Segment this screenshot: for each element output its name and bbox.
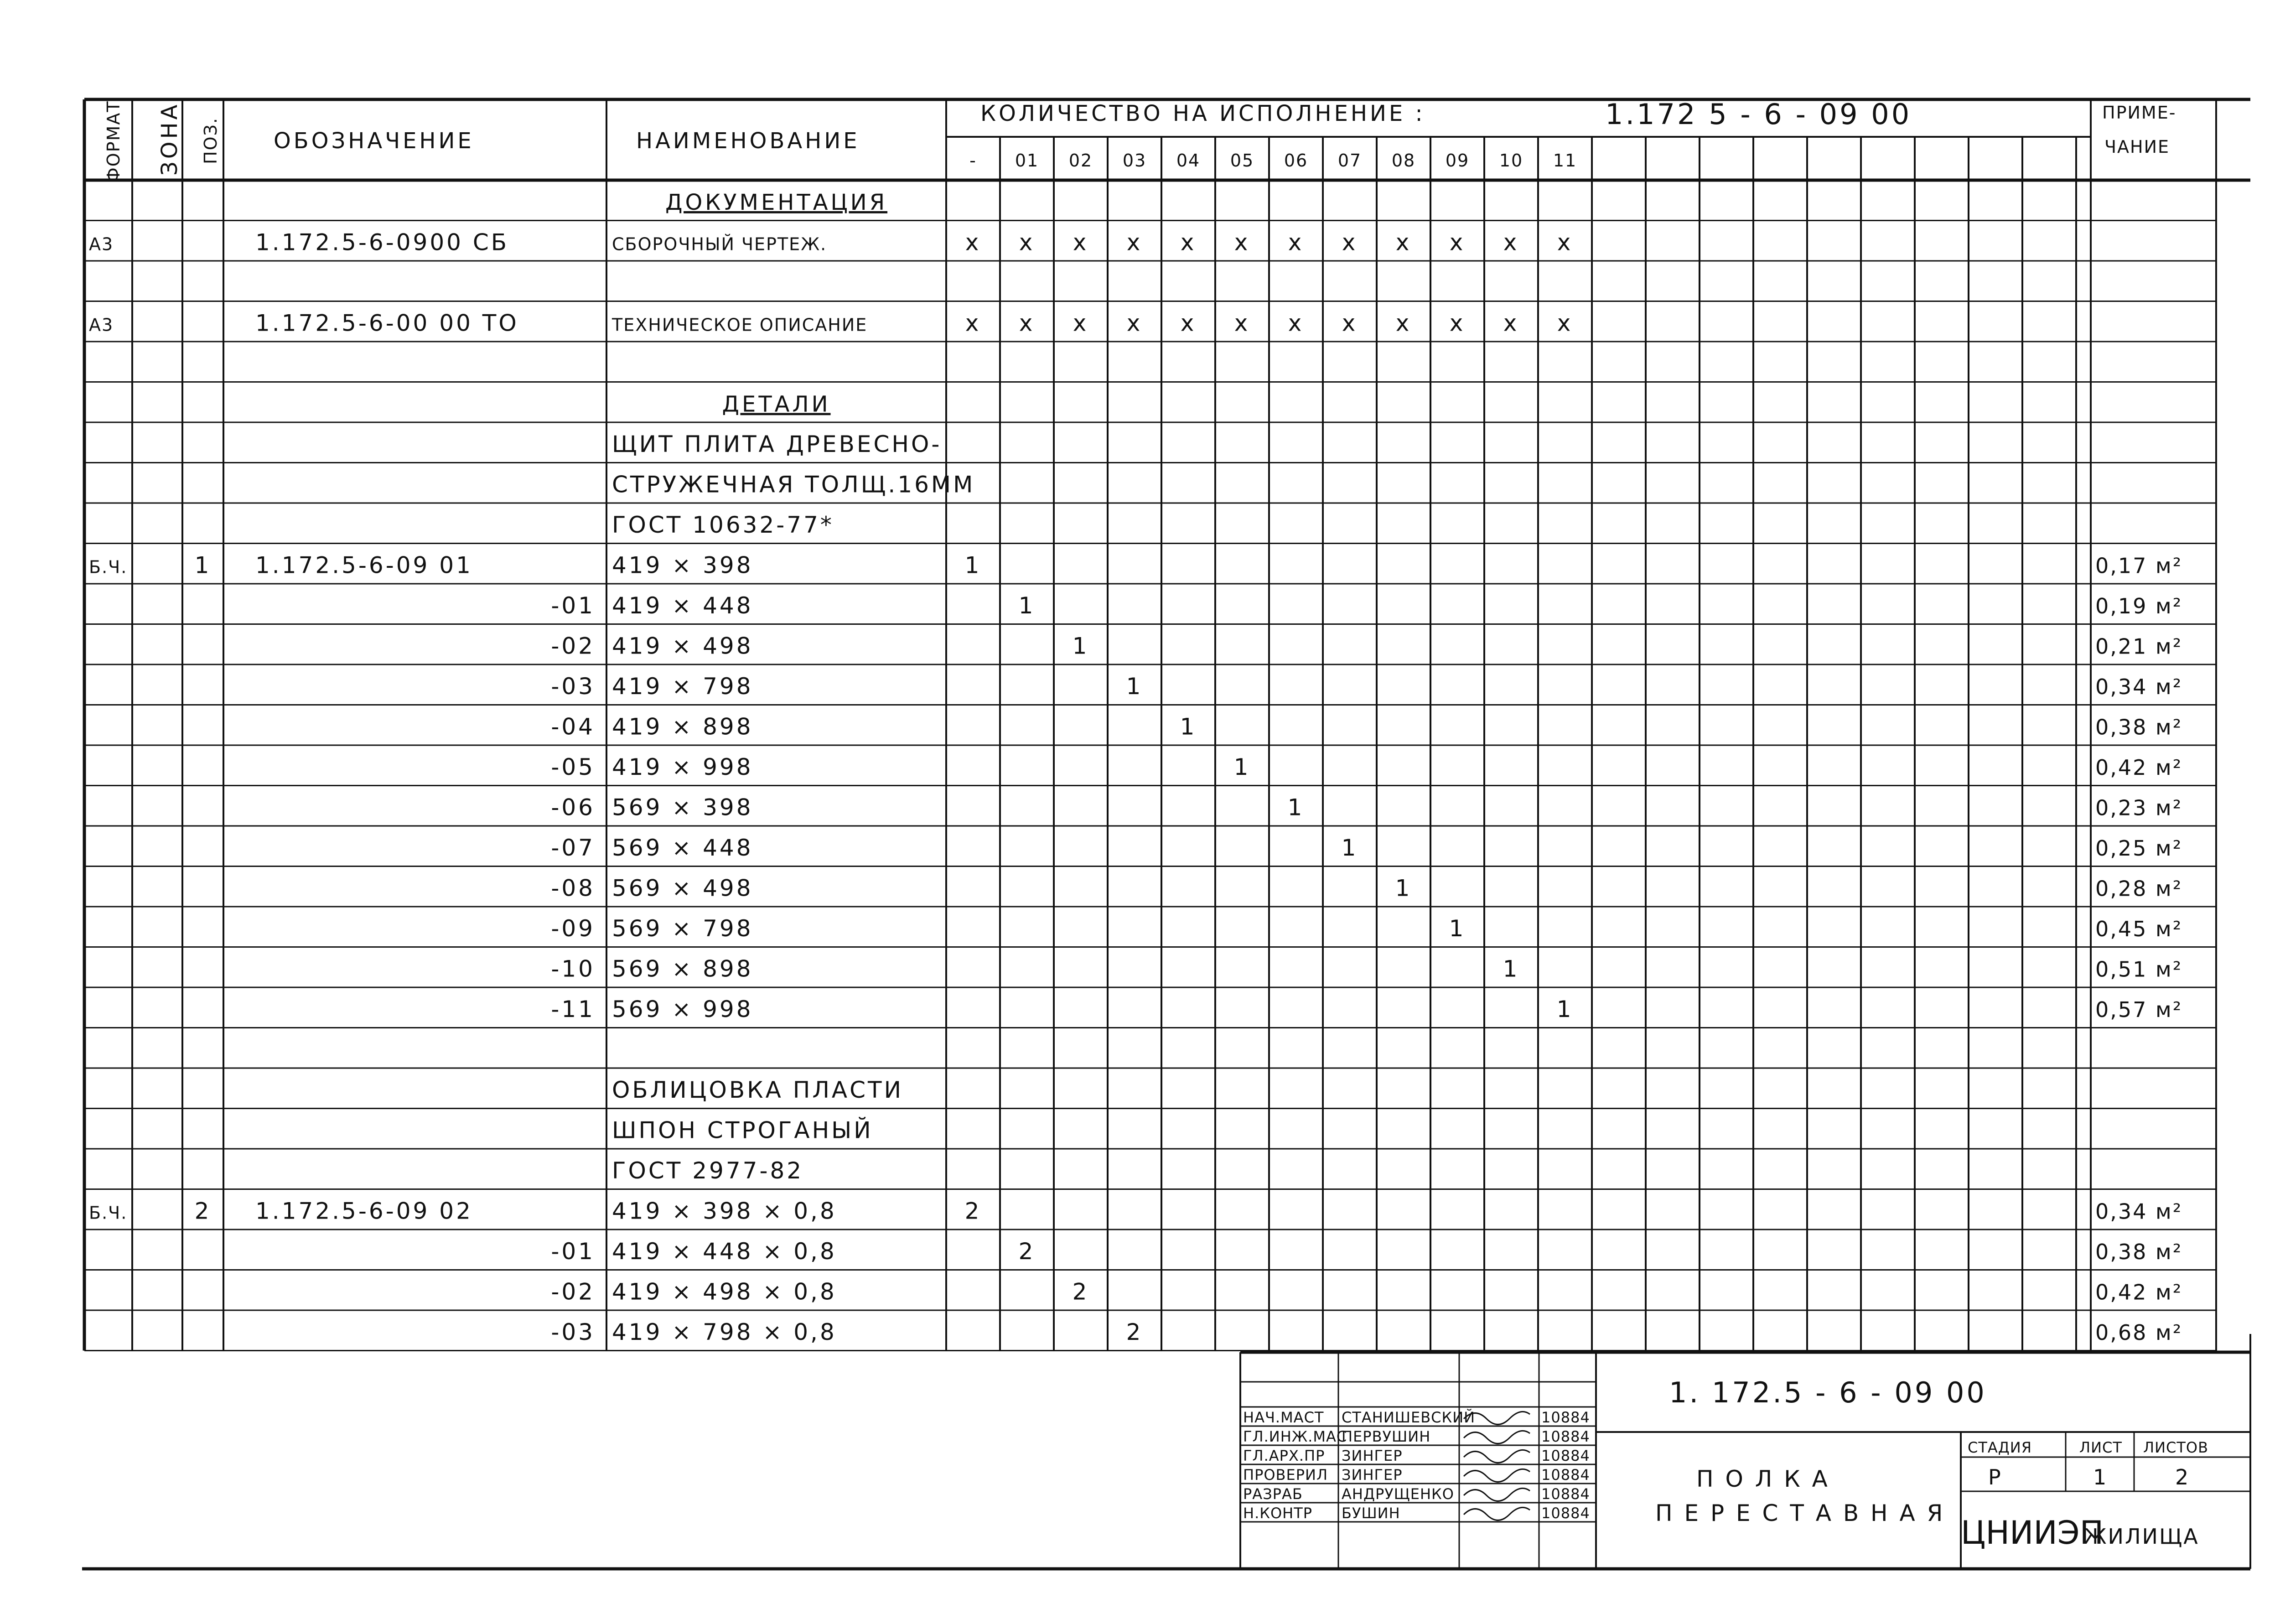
signature-date: 10884 xyxy=(1541,1428,1590,1445)
designation-cell: -02 xyxy=(551,1278,595,1305)
signature-name: АНДРУЩЕНКО xyxy=(1342,1485,1454,1503)
header-note-line2: ЧАНИЕ xyxy=(2104,137,2170,157)
name-cell: 419 × 398 xyxy=(612,552,753,579)
designation-cell: -11 xyxy=(551,996,595,1022)
quantity-cell: 1 xyxy=(1556,996,1574,1022)
quantity-cell: x xyxy=(1019,229,1035,256)
name-cell: ОБЛИЦОВКА ПЛАСТИ xyxy=(612,1077,903,1103)
signature-mark xyxy=(1464,1469,1530,1482)
name-cell: 419 × 398 × 0,8 xyxy=(612,1198,837,1224)
quantity-cell: x xyxy=(1288,310,1304,337)
organization-suffix: ЖИЛИЩА xyxy=(2084,1524,2199,1549)
quantity-column-header: 08 xyxy=(1391,150,1416,171)
quantity-cell: 1 xyxy=(1287,794,1305,821)
quantity-cell: x xyxy=(965,229,981,256)
designation-cell: 1.172.5-6-0900 СБ xyxy=(255,229,509,256)
name-cell: СБОРОЧНЫЙ ЧЕРТЕЖ. xyxy=(612,234,827,254)
name-cell: 419 × 498 × 0,8 xyxy=(612,1278,837,1305)
title-block-code: 1. 172.5 - 6 - 09 00 xyxy=(1669,1376,1987,1409)
note-cell: 0,34 м² xyxy=(2095,1199,2183,1224)
signature-role: ГЛ.АРХ.ПР xyxy=(1243,1447,1325,1464)
quantity-cell: x xyxy=(1073,229,1089,256)
note-cell: 0,19 м² xyxy=(2095,594,2183,618)
signature-date: 10884 xyxy=(1541,1447,1590,1464)
quantity-cell: x xyxy=(1126,310,1143,337)
quantity-column-header: 03 xyxy=(1122,150,1147,171)
name-cell: СТРУЖЕЧНАЯ ТОЛЩ.16ММ xyxy=(612,471,975,498)
quantity-cell: x xyxy=(1126,229,1143,256)
designation-cell: -01 xyxy=(551,1238,595,1265)
note-cell: 0,42 м² xyxy=(2095,1280,2183,1305)
quantity-cell: x xyxy=(1342,310,1358,337)
stage-value: Р xyxy=(1988,1465,2002,1489)
header-note-line1: ПРИМЕ- xyxy=(2102,103,2176,123)
name-cell: 569 × 798 xyxy=(612,915,753,942)
note-cell: 0,51 м² xyxy=(2095,957,2183,982)
name-cell: 419 × 898 xyxy=(612,713,753,740)
signature-mark xyxy=(1464,1507,1530,1520)
sheet-label: ЛИСТ xyxy=(2079,1439,2122,1456)
quantity-column-header: 11 xyxy=(1553,150,1577,171)
quantity-cell: x xyxy=(1503,310,1519,337)
title-block-title-line2: П Е Р Е С Т А В Н А Я xyxy=(1655,1500,1945,1526)
stage-label: СТАДИЯ xyxy=(1968,1439,2032,1456)
header-zone: ЗОНА xyxy=(157,102,182,176)
header-designation: ОБОЗНАЧЕНИЕ xyxy=(274,128,474,154)
signature-date: 10884 xyxy=(1541,1409,1590,1426)
signature-mark xyxy=(1464,1488,1530,1501)
note-cell: 0,68 м² xyxy=(2095,1320,2183,1345)
designation-cell: -10 xyxy=(551,955,595,982)
name-cell: 419 × 448 × 0,8 xyxy=(612,1238,837,1265)
quantity-cell: 1 xyxy=(1341,835,1358,861)
signature-mark xyxy=(1464,1431,1530,1443)
name-cell: ГОСТ 10632-77* xyxy=(612,512,834,538)
quantity-cell: 1 xyxy=(1126,673,1143,700)
header-quantity-code: 1.172 5 - 6 - 09 00 xyxy=(1605,98,1912,131)
quantity-column-header: 01 xyxy=(1015,150,1039,171)
note-cell: 0,23 м² xyxy=(2095,795,2183,820)
note-cell: 0,28 м² xyxy=(2095,876,2183,901)
quantity-column-header: - xyxy=(969,150,977,171)
organization-main: ЦНИИЭП xyxy=(1961,1514,2104,1551)
note-cell: 0,34 м² xyxy=(2095,675,2183,699)
quantity-cell: x xyxy=(1234,229,1250,256)
sheet-value: 1 xyxy=(2093,1465,2108,1489)
quantity-cell: 1 xyxy=(1233,754,1251,780)
designation-cell: -03 xyxy=(551,673,595,700)
name-cell: 419 × 798 xyxy=(612,673,753,700)
signature-name: СТАНИШЕВСКИЙ xyxy=(1342,1409,1476,1426)
name-cell: ГОСТ 2977-82 xyxy=(612,1157,804,1184)
table-text xyxy=(89,150,2182,1522)
signature-date: 10884 xyxy=(1541,1466,1590,1484)
signature-role: Н.КОНТР xyxy=(1243,1505,1313,1522)
position-cell: 2 xyxy=(194,1198,212,1224)
designation-cell: 1.172.5-6-00 00 ТО xyxy=(255,310,519,337)
note-cell: 0,21 м² xyxy=(2095,634,2183,659)
designation-cell: -09 xyxy=(551,915,595,942)
quantity-cell: 1 xyxy=(1018,592,1036,619)
quantity-cell: x xyxy=(1557,310,1573,337)
quantity-column-header: 05 xyxy=(1230,150,1254,171)
designation-cell: -08 xyxy=(551,875,595,902)
quantity-cell: x xyxy=(1503,229,1519,256)
quantity-cell: x xyxy=(1073,310,1089,337)
sheets-label: ЛИСТОВ xyxy=(2143,1439,2209,1456)
quantity-cell: x xyxy=(1395,310,1412,337)
designation-cell: -02 xyxy=(551,633,595,659)
name-cell: 569 × 998 xyxy=(612,996,753,1022)
quantity-column-header: 04 xyxy=(1176,150,1201,171)
quantity-cell: 1 xyxy=(1072,633,1089,659)
signature-role: РАЗРАБ xyxy=(1243,1485,1303,1503)
quantity-cell: 1 xyxy=(1503,955,1520,982)
format-cell: А3 xyxy=(89,315,114,335)
signature-name: ПЕРВУШИН xyxy=(1342,1428,1431,1445)
name-cell: 419 × 998 xyxy=(612,754,753,780)
title-block-title-line1: П О Л К А xyxy=(1696,1466,1830,1492)
header-pos: ПОЗ. xyxy=(201,117,221,164)
format-cell: Б.Ч. xyxy=(89,1203,128,1223)
name-cell: 419 × 448 xyxy=(612,592,753,619)
designation-cell: -07 xyxy=(551,835,595,861)
header-quantity: КОЛИЧЕСТВО НА ИСПОЛНЕНИЕ : xyxy=(980,101,1425,126)
signature-name: ЗИНГЕР xyxy=(1342,1447,1403,1464)
quantity-cell: x xyxy=(1449,229,1466,256)
name-cell: ЩИТ ПЛИТА ДРЕВЕСНО- xyxy=(612,431,942,457)
quantity-cell: x xyxy=(1019,310,1035,337)
quantity-cell: 2 xyxy=(964,1198,982,1224)
quantity-cell: 2 xyxy=(1126,1319,1143,1345)
signature-name: БУШИН xyxy=(1342,1505,1400,1522)
quantity-cell: x xyxy=(1557,229,1573,256)
quantity-cell: x xyxy=(1395,229,1412,256)
name-cell: 569 × 498 xyxy=(612,875,753,902)
quantity-cell: 1 xyxy=(964,552,982,579)
quantity-cell: x xyxy=(1234,310,1250,337)
note-cell: 0,38 м² xyxy=(2095,715,2183,740)
header-format: ФОРМАТ xyxy=(104,100,124,182)
quantity-column-header: 09 xyxy=(1445,150,1470,171)
designation-cell: 1.172.5-6-09 02 xyxy=(255,1198,473,1224)
note-cell: 0,17 м² xyxy=(2095,553,2183,578)
quantity-column-header: 02 xyxy=(1068,150,1093,171)
name-cell: ТЕХНИЧЕСКОЕ ОПИСАНИЕ xyxy=(612,315,868,335)
signature-mark xyxy=(1464,1450,1530,1463)
signature-name: ЗИНГЕР xyxy=(1342,1466,1403,1484)
header-name: НАИМЕНОВАНИЕ xyxy=(636,128,860,154)
designation-cell: -04 xyxy=(551,713,595,740)
name-cell: ШПОН СТРОГАНЫЙ xyxy=(612,1117,873,1144)
name-cell: 569 × 448 xyxy=(612,835,753,861)
name-cell: 419 × 798 × 0,8 xyxy=(612,1319,837,1345)
section-heading: ДОКУМЕНТАЦИЯ xyxy=(665,190,888,215)
quantity-cell: 1 xyxy=(1395,875,1412,902)
quantity-cell: x xyxy=(1288,229,1304,256)
quantity-column-header: 07 xyxy=(1337,150,1362,171)
signature-role: ГЛ.ИНЖ.МАС xyxy=(1243,1428,1347,1445)
quantity-cell: x xyxy=(1342,229,1358,256)
note-cell: 0,57 м² xyxy=(2095,997,2183,1022)
designation-cell: 1.172.5-6-09 01 xyxy=(255,552,473,579)
quantity-cell: x xyxy=(1180,229,1197,256)
note-cell: 0,45 м² xyxy=(2095,917,2183,941)
section-heading: ДЕТАЛИ xyxy=(722,391,831,417)
quantity-cell: 2 xyxy=(1072,1278,1089,1305)
name-cell: 569 × 898 xyxy=(612,955,753,982)
quantity-cell: x xyxy=(965,310,981,337)
quantity-cell: 1 xyxy=(1180,713,1197,740)
designation-cell: -06 xyxy=(551,794,595,821)
signature-date: 10884 xyxy=(1541,1485,1590,1503)
note-cell: 0,42 м² xyxy=(2095,755,2183,780)
note-cell: 0,25 м² xyxy=(2095,836,2183,861)
designation-cell: -05 xyxy=(551,754,595,780)
name-cell: 569 × 398 xyxy=(612,794,753,821)
signature-role: НАЧ.МАСТ xyxy=(1243,1409,1324,1426)
quantity-cell: 2 xyxy=(1018,1238,1036,1265)
designation-cell: -03 xyxy=(551,1319,595,1345)
quantity-column-header: 06 xyxy=(1284,150,1308,171)
quantity-cell: x xyxy=(1449,310,1466,337)
quantity-cell: x xyxy=(1180,310,1197,337)
quantity-column-header: 10 xyxy=(1499,150,1523,171)
name-cell: 419 × 498 xyxy=(612,633,753,659)
signature-date: 10884 xyxy=(1541,1505,1590,1522)
signature-role: ПРОВЕРИЛ xyxy=(1243,1466,1328,1484)
quantity-cell: 1 xyxy=(1449,915,1466,942)
position-cell: 1 xyxy=(194,552,212,579)
format-cell: Б.Ч. xyxy=(89,557,128,577)
format-cell: А3 xyxy=(89,234,114,254)
sheets-value: 2 xyxy=(2175,1465,2190,1489)
note-cell: 0,38 м² xyxy=(2095,1240,2183,1264)
designation-cell: -01 xyxy=(551,592,595,619)
